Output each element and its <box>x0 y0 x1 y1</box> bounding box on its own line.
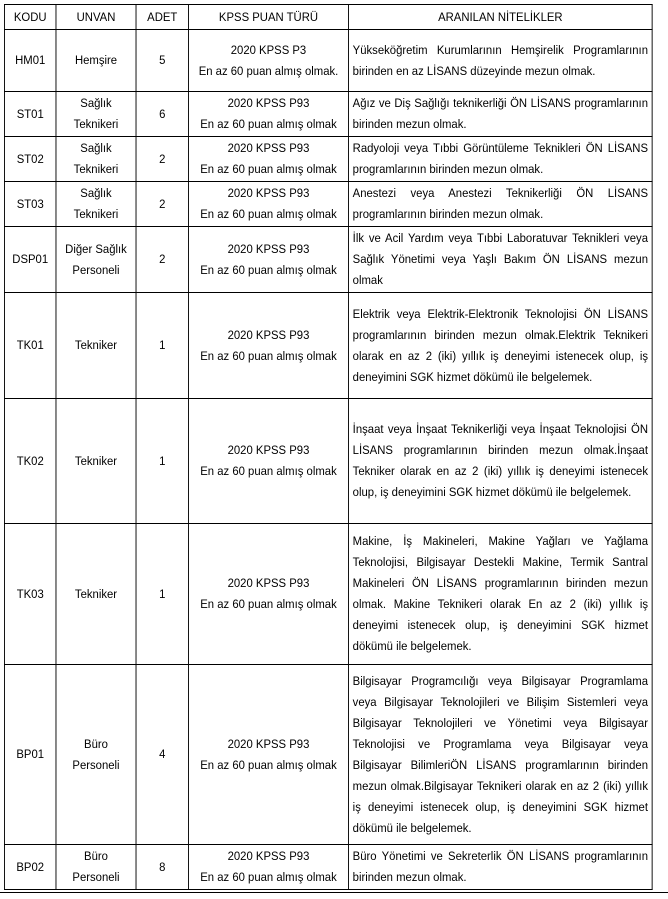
job-requirements-table <box>4 4 653 890</box>
cell-kodu: ST02 <box>4 137 56 182</box>
cell-unvan: Tekniker <box>56 524 136 665</box>
cell-adet: 1 <box>136 524 188 665</box>
table-row <box>4 30 652 92</box>
header-adet: ADET <box>136 5 188 30</box>
cell-adet: 1 <box>136 399 188 524</box>
kpss-type: 2020 KPSS P93 <box>227 327 310 342</box>
cell-adet: 2 <box>136 227 188 293</box>
cell-kpss <box>188 92 348 137</box>
kpss-min-score: En az 60 puan almış olmak <box>200 464 337 478</box>
kpss-type: 2020 KPSS P93 <box>227 96 310 110</box>
cell-nitelik: Bilgisayar Programcılığı veya Bilgisayar Programlama veya Bilgisayar Teknolojileri ve Bilişim Sistemleri veya Bilgisayar Teknolojileri ve Yönetimi veya Bilgisayar Teknolojisi ve Programlama veya Bilgisayar veya Bilgisayar BilimleriÖN LİSANS programlarının birinden mezun olmak.Bilgisayar Teknikeri olarak en az 2 (iki) yıllık iş deneyimi istenecek olup, iş deneyimini SGK hizmet dökümü ile belgelemek. <box>349 665 653 845</box>
cell-nitelik: Ağız ve Diş Sağlığı teknikerliği ÖN LİSANS programlarının birinden mezun olmak. <box>349 92 653 137</box>
cell-nitelik: Yükseköğretim Kurumlarının Hemşirelik Programlarının birinden en az LİSANS düzeyinde mezun olmak. <box>349 30 653 92</box>
table-row <box>4 845 652 890</box>
kpss-min-score: En az 60 puan almış olmak <box>200 117 337 131</box>
kpss-min-score: En az 60 puan almış olmak <box>200 207 337 221</box>
cell-kodu: BP02 <box>4 845 56 890</box>
kpss-type: 2020 KPSS P93 <box>227 241 310 256</box>
cell-nitelik: Büro Yönetimi ve Sekreterlik ÖN LİSANS programlarının birinden mezun olmak. <box>349 845 653 890</box>
kpss-type: 2020 KPSS P93 <box>227 141 310 155</box>
kpss-type: 2020 KPSS P3 <box>230 42 307 57</box>
header-aranilan-nitelikler: ARANILAN NİTELİKLER <box>349 5 653 30</box>
cell-kodu: HM01 <box>4 30 56 92</box>
cell-nitelik: Elektrik veya Elektrik-Elektronik Teknolojisi ÖN LİSANS programlarının birinden mezun olmak.Elektrik Teknikeri olarak en az 2 (iki) yıllık iş deneyimi istenecek olup, iş deneyimini SGK hizmet dökümü ile belgelemek. <box>349 293 653 399</box>
cell-adet: 6 <box>136 92 188 137</box>
cell-unvan: Diğer Sağlık Personeli <box>56 227 136 293</box>
kpss-min-score: En az 60 puan almış olmak <box>200 262 337 277</box>
kpss-min-score: En az 60 puan almış olmak <box>200 870 337 884</box>
cell-adet: 4 <box>136 665 188 845</box>
kpss-type: 2020 KPSS P93 <box>227 186 310 200</box>
cell-kpss <box>188 182 348 227</box>
page-bottom-rule <box>0 892 668 893</box>
kpss-type: 2020 KPSS P93 <box>227 849 310 863</box>
kpss-type: 2020 KPSS P93 <box>227 736 310 751</box>
cell-kodu: ST03 <box>4 182 56 227</box>
kpss-min-score: En az 60 puan almış olmak. <box>198 63 339 78</box>
cell-kodu: TK03 <box>4 524 56 665</box>
cell-unvan: Büro Personeli <box>56 665 136 845</box>
cell-nitelik: İlk ve Acil Yardım veya Tıbbi Laboratuvar Teknikleri veya Sağlık Yönetimi veya Yaşlı Bakım ÖN LİSANS mezun olmak <box>349 227 653 293</box>
kpss-min-score: En az 60 puan almış olmak <box>200 597 337 611</box>
cell-kodu: BP01 <box>4 665 56 845</box>
table-row <box>4 227 652 293</box>
cell-kpss <box>188 665 348 845</box>
kpss-type: 2020 KPSS P93 <box>227 443 310 457</box>
cell-kodu: ST01 <box>4 92 56 137</box>
cell-unvan: Sağlık Teknikeri <box>56 137 136 182</box>
cell-nitelik: Makine, İş Makineleri, Makine Yağları ve Yağlama Teknolojisi, Bilgisayar Destekli Makine, Termik Santral Makineleri ÖN LİSANS programlarının birinden mezun olmak. Makine Teknikeri olarak En az 2 (iki) yıllık iş deneyimi istenecek olup, iş deneyimini SGK hizmet dökümü ile belgelemek. <box>349 524 653 665</box>
cell-kodu: TK01 <box>4 293 56 399</box>
cell-adet: 2 <box>136 137 188 182</box>
cell-kpss <box>188 845 348 890</box>
table-row <box>4 399 652 524</box>
cell-kpss <box>188 30 348 92</box>
cell-unvan: Tekniker <box>56 399 136 524</box>
table-row <box>4 92 652 137</box>
cell-unvan: Hemşire <box>56 30 136 92</box>
header-kpss-puan-turu: KPSS PUAN TÜRÜ <box>188 5 348 30</box>
cell-unvan: Sağlık Teknikeri <box>56 182 136 227</box>
header-kodu: KODU <box>4 5 56 30</box>
table-row <box>4 137 652 182</box>
table-row <box>4 665 652 845</box>
cell-unvan: Büro Personeli <box>56 845 136 890</box>
table-row <box>4 293 652 399</box>
cell-kpss <box>188 399 348 524</box>
cell-nitelik: Anestezi veya Anestezi Teknikerliği ÖN LİSANS programlarının birinden mezun olmak. <box>349 182 653 227</box>
cell-kpss <box>188 293 348 399</box>
kpss-min-score: En az 60 puan almış olmak <box>200 162 337 176</box>
header-unvan: UNVAN <box>56 5 136 30</box>
kpss-min-score: En az 60 puan almış olmak <box>200 757 337 772</box>
cell-unvan: Sağlık Teknikeri <box>56 92 136 137</box>
table-row <box>4 182 652 227</box>
cell-adet: 5 <box>136 30 188 92</box>
cell-kpss <box>188 227 348 293</box>
header-row <box>4 5 652 30</box>
table-row <box>4 524 652 665</box>
cell-kodu: TK02 <box>4 399 56 524</box>
cell-kpss <box>188 524 348 665</box>
cell-adet: 8 <box>136 845 188 890</box>
kpss-min-score: En az 60 puan almış olmak <box>200 348 337 363</box>
cell-kodu: DSP01 <box>4 227 56 293</box>
cell-nitelik: Radyoloji veya Tıbbi Görüntüleme Teknikleri ÖN LİSANS programlarının birinden mezun olmak. <box>349 137 653 182</box>
cell-adet: 1 <box>136 293 188 399</box>
kpss-type: 2020 KPSS P93 <box>227 576 310 590</box>
cell-adet: 2 <box>136 182 188 227</box>
cell-unvan: Tekniker <box>56 293 136 399</box>
cell-kpss <box>188 137 348 182</box>
cell-nitelik: İnşaat veya İnşaat Teknikerliği veya İnşaat Teknolojisi ÖN LİSANS programlarının birinden mezun olmak.İnşaat Tekniker olarak en az 2 (iki) yıllık iş deneyimi istenecek olup, iş deneyimini SGK hizmet dökümü ile belgelemek. <box>349 399 653 524</box>
